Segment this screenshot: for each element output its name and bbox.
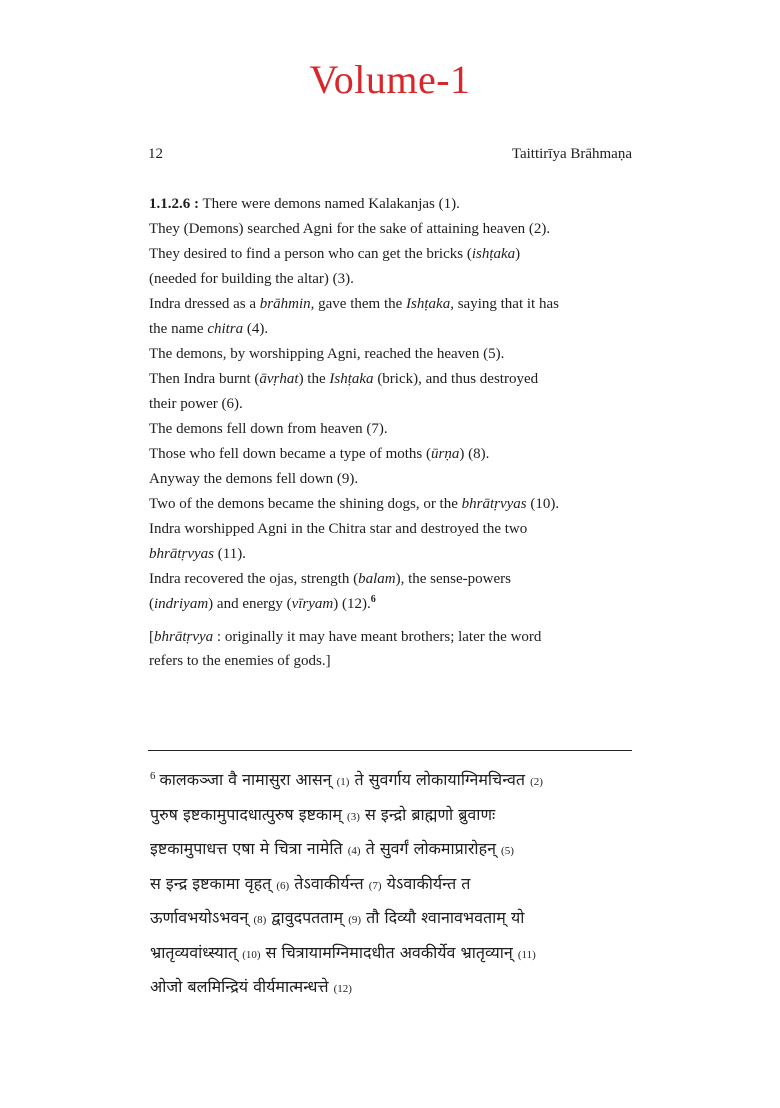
text-line: the name chitra (4). (149, 321, 269, 337)
text-line: They (Demons) searched Agni for the sake of attaining heaven (2). (149, 221, 551, 237)
footnote-line: पुरुष इष्टकामुपादधात्पुरुष इष्टकाम् (3) स इन्द्रो ब्राह्मणो ब्रुवाणः (150, 804, 496, 824)
text-line: Indra dressed as a brāhmin, gave them the Ishṭaka, saying that it has (149, 296, 559, 312)
text-line: their power (6). (149, 396, 243, 412)
text-line: Two of the demons became the shining dogs, or the bhrātṛvyas (10). (149, 496, 560, 512)
text-line: Indra worshipped Agni in the Chitra star and destroyed the two (149, 521, 528, 537)
text-line: (indriyam) and energy (vīryam) (12).$^6$ (149, 594, 376, 612)
page-number: 12 (148, 146, 163, 162)
footnote-reference: 6 (370, 594, 376, 605)
footnote-marker: 6 (150, 769, 156, 782)
verse-number: 1.1.2.6 : (149, 196, 199, 212)
text-line: Those who fell down became a type of moths (ūrṇa) (8). (149, 446, 490, 462)
text-line: Then Indra burnt (āvṛhat) the Ishṭaka (brick), and thus destroyed (149, 371, 539, 387)
footnote-line: ऊर्णावभयोऽभवन् (8) द्वावुदपतताम् (9) तौ दिव्यौ श्वानावभवताम् यो (150, 908, 525, 927)
running-head (148, 146, 632, 163)
translation-text (149, 192, 635, 673)
volume-title: Volume-1 (309, 57, 471, 102)
text-line: They desired to find a person who can get the bricks (ishṭaka) (149, 246, 521, 262)
footnote-line: $^6$ कालकञ्जा वै नामासुरा आसन् (1) ते सुवर्गाय लोकायाग्निमचिन्वत (2) (150, 769, 543, 789)
footnote-line: इष्टकामुपाधत्त एषा मे चित्रा नामेति (4) ते सुवर्गं लोकमाप्रारोहन् (5) (150, 839, 514, 858)
text-line: The demons, by worshipping Agni, reached the heaven (5). (149, 346, 505, 362)
text-line: bhrātṛvyas (11). (149, 546, 246, 562)
text-line: (needed for building the altar) (3). (149, 271, 354, 287)
text-line: The demons fell down from heaven (7). (149, 421, 388, 437)
text-line: Anyway the demons fell down (9). (149, 471, 359, 487)
footnote-line: स इन्द्र इष्टकामा वृहत् (6) तेऽवाकीर्यन्त (7) येऽवाकीर्यन्त त (150, 873, 471, 893)
text-line: Indra recovered the ojas, strength (balam), the sense-powers (149, 571, 511, 587)
editorial-note: [bhrātṛvya : originally it may have meant brothers; later the word refers to the enemies of gods.] (149, 629, 542, 669)
footnote-line: ओजो बलमिन्द्रियं वीर्यमात्मन्धत्ते (12) (150, 977, 352, 996)
footnote-line: भ्रातृव्यवांध्स्यात् (10) स चित्रायामग्निमादधीत अवकीर्येव भ्रातृव्यान् (11) (150, 942, 536, 962)
sanskrit-footnote (150, 764, 634, 1006)
book-title: Taittirīya Brāhmaṇa (511, 146, 632, 162)
footnote-divider (148, 750, 632, 751)
text-line: 1.1.2.6 : There were demons named Kalakanjas (1). (149, 196, 460, 212)
